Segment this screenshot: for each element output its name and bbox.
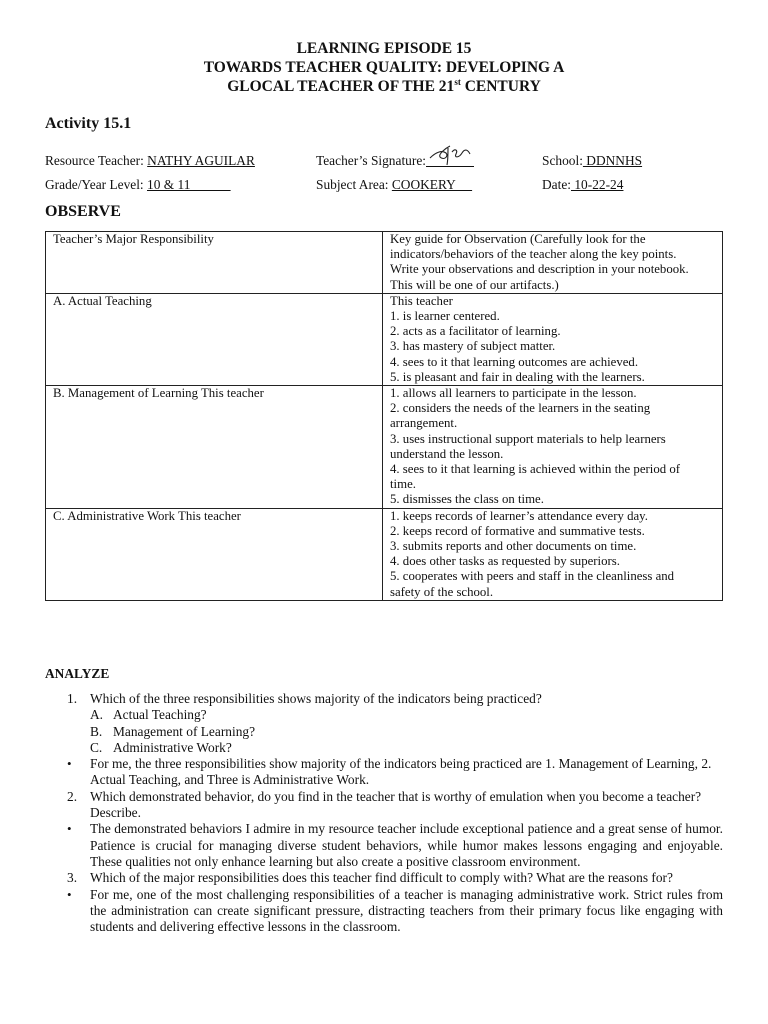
row-label-management-of-learning: B. Management of Learning This teacher (46, 386, 383, 509)
row-items-management-of-learning (383, 386, 723, 509)
bullet-icon: • (67, 821, 72, 837)
list-item: 3. submits reports and other documents on time. (390, 539, 637, 554)
date-field: Date: 10-22-24 (542, 177, 624, 192)
analyze-section (45, 691, 723, 935)
table-header-row (46, 232, 723, 294)
activity-heading: Activity 15.1 (45, 115, 132, 132)
list-item: 5. is pleasant and fair in dealing with the learners. (390, 369, 645, 384)
table-row (46, 293, 723, 385)
episode-subtitle: TOWARDS TEACHER QUALITY: DEVELOPING A (203, 59, 565, 76)
episode-subtitle-2: GLOCAL TEACHER OF THE 21st CENTURY (227, 77, 541, 95)
list-item: 5. dismisses the class on time. (390, 492, 544, 507)
observation-table (45, 231, 723, 601)
resource-teacher-value: NATHY AGUILAR (147, 153, 255, 168)
resource-teacher-field: Resource Teacher: NATHY AGUILAR (45, 153, 255, 168)
analyze-heading: ANALYZE (45, 666, 110, 681)
row-label-administrative-work: C. Administrative Work This teacher (46, 508, 383, 600)
grade-value: 10 & 11 (147, 177, 231, 192)
row-label-actual-teaching: A. Actual Teaching (46, 293, 383, 385)
list-item: 3. uses instructional support materials to help learners understand the lesson. (390, 431, 666, 461)
row-items-administrative-work (383, 508, 723, 600)
subject-value: COOKERY (391, 177, 473, 192)
bullet-icon: • (67, 886, 72, 902)
option-c: C. Administrative Work? (90, 739, 232, 755)
list-item: 4. sees to it that learning outcomes are achieved. (390, 354, 639, 369)
question-1: 1. Which of the three responsibilities shows majority of the indicators being practiced? (67, 691, 542, 706)
list-item: 1. keeps records of learner’s attendance every day. (390, 508, 648, 523)
table-row (46, 508, 723, 600)
answer-2: • The demonstrated behaviors I admire in my resource teacher include exceptional patience and a great sense of humor. Patience is crucial for managing diverse student behaviors, while humor makes lessons engaging and enjoyable. These qualities not only enhance learning but also create a positive classroom environment. (67, 821, 723, 869)
table-header-key-guide: Key guide for Observation (Carefully look for the indicators/behaviors of the teacher along the key points. Write your observations and description in your notebook. This will be one of our artifacts.) (383, 232, 723, 294)
list-item: 1. allows all learners to participate in the lesson. (390, 386, 637, 401)
school-field: School: DDNNHS (542, 153, 643, 168)
list-item: 2. considers the needs of the learners in the seating arrangement. (390, 401, 651, 431)
signature-line (426, 154, 474, 167)
question-2: 2. Which demonstrated behavior, do you find in the teacher that is worthy of emulation when you become a teacher? Describe. (67, 788, 702, 821)
option-a: A. Actual Teaching? (90, 707, 207, 723)
option-b: B. Management of Learning? (90, 723, 256, 739)
list-item: 4. sees to it that learning is achieved within the period of time. (390, 462, 680, 492)
date-value: 10-22-24 (571, 177, 624, 192)
table-row (46, 386, 723, 509)
answer-1: • For me, the three responsibilities show majority of the indicators being practiced are 1. Management of Learning, 2. Actual Teaching, and Three is Administrative Work. (67, 756, 712, 788)
list-item: 2. keeps record of formative and summative tests. (390, 523, 645, 538)
question-3: 3. Which of the major responsibilities does this teacher find difficult to comply with? What are the reasons for? (67, 870, 673, 886)
list-item: 3. has mastery of subject matter. (390, 339, 556, 354)
bullet-icon: • (67, 756, 72, 772)
answer-3: • For me, one of the most challenging responsibilities of a teacher is managing administrative work. Strict rules from the administration can create significant pressure, distracting teachers from their primary focus like engaging with students and delivering effective lessons in the classroom. (67, 886, 723, 935)
table-header-responsibility: Teacher’s Major Responsibility (46, 232, 383, 294)
signature-field: Teacher’s Signature: (316, 153, 474, 169)
signature-scribble-icon (426, 144, 474, 166)
grade-field: Grade/Year Level: 10 & 11 (45, 177, 231, 192)
row-items-actual-teaching (383, 293, 723, 385)
list-item: 1. is learner centered. (390, 309, 500, 324)
observe-heading: OBSERVE (45, 203, 121, 220)
list-item: This teacher (390, 293, 453, 308)
list-item: 2. acts as a facilitator of learning. (390, 324, 561, 339)
school-value: DDNNHS (582, 153, 643, 168)
list-item: 5. cooperates with peers and staff in the cleanliness and safety of the school. (390, 569, 675, 599)
episode-title: LEARNING EPISODE 15 (296, 40, 472, 57)
list-item: 4. does other tasks as requested by superiors. (390, 554, 620, 569)
subject-field: Subject Area: COOKERY (316, 177, 473, 192)
